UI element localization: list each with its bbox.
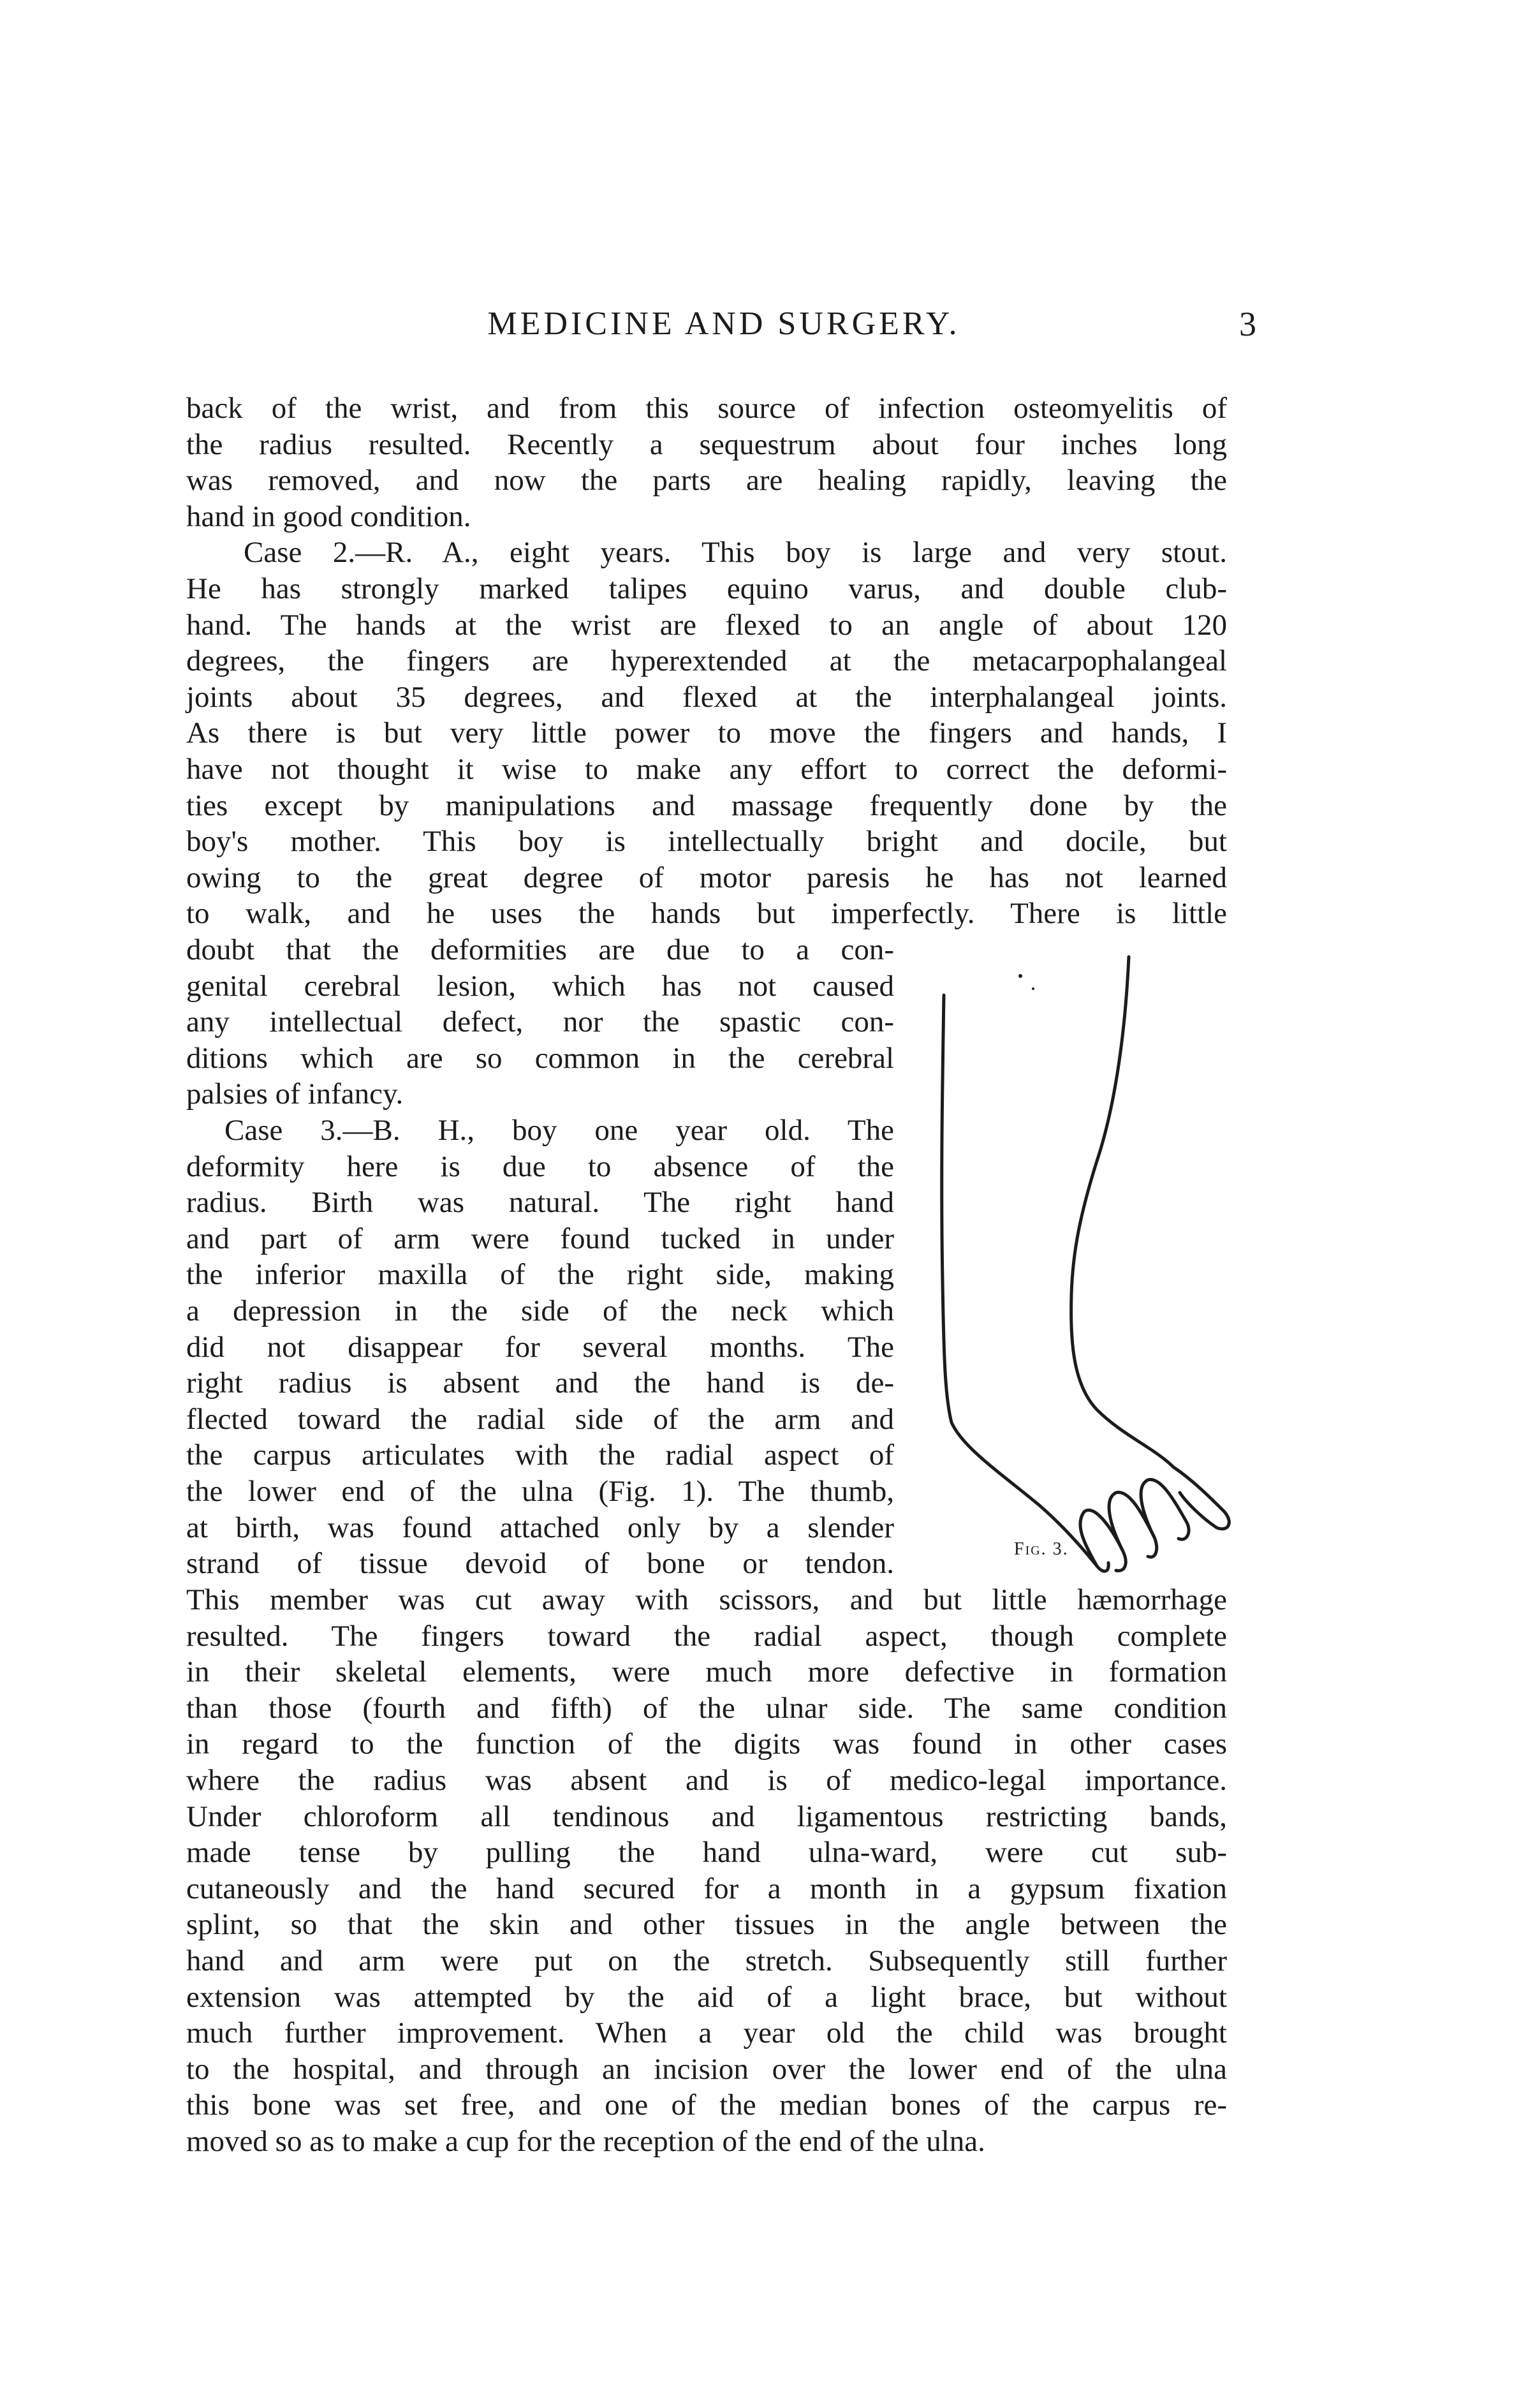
text-line: the carpus articulates with the radial aspect of [186, 1438, 894, 1472]
text-line: degrees, the fingers are hyperextended at the metacarpophalangeal [186, 644, 1227, 678]
text-line: boy's mother. This boy is intellectually bright and docile, but [186, 825, 1227, 859]
text-line: radius. Birth was natural. The right hand [186, 1186, 894, 1220]
speck [1032, 987, 1034, 990]
text-line: was removed, and now the parts are healing rapidly, leaving the [186, 464, 1227, 498]
hand-deformity-figure [906, 950, 1263, 1588]
text-line: right radius is absent and the hand is de- [186, 1366, 894, 1400]
text-line: deformity here is due to absence of the [186, 1149, 894, 1183]
text-line: this bone was set free, and one of the median bones of the carpus re- [186, 2088, 1227, 2122]
text-line: owing to the great degree of motor paresis he has not learned [186, 861, 1227, 894]
text-line: extension was attempted by the aid of a light brace, but without [186, 1980, 1227, 2014]
text-line: the inferior maxilla of the right side, making [186, 1258, 894, 1292]
text-line: cutaneously and the hand secured for a month in a gypsum fixation [186, 1872, 1227, 1905]
text-line: ditions which are so common in the cerebral [186, 1041, 894, 1075]
text-line: and part of arm were found tucked in under [186, 1222, 894, 1255]
text-line: where the radius was absent and is of medico-legal importance. [186, 1763, 1227, 1797]
paragraph-top [186, 390, 1227, 932]
text-line: hand in good condition. [186, 499, 471, 533]
case-3-heading: Case 3.—B. H., boy one year old. The [224, 1113, 894, 1147]
text-line: to the hospital, and through an incision over the lower end of the ulna [186, 2052, 1227, 2086]
text-line: in their skeletal elements, were much more defective in formation [186, 1655, 1227, 1689]
text-line: joints about 35 degrees, and flexed at the interphalangeal joints. [186, 680, 1227, 714]
text-line: back of the wrist, and from this source of infection osteomyelitis of [186, 392, 1227, 425]
paragraph-narrow [186, 932, 894, 1582]
paragraph-bottom [186, 1582, 1227, 2160]
figure-caption: Fig. 3. [1014, 1539, 1069, 1559]
speck [1018, 974, 1022, 978]
text-line: to walk, and he uses the hands but imperfectly. There is little [186, 897, 1227, 931]
text-line: genital cerebral lesion, which has not caused [186, 969, 894, 1003]
text-line: strand of tissue devoid of bone or tendon. [186, 1547, 894, 1581]
finger-3 [1141, 1480, 1189, 1540]
text-line: have not thought it wise to make any effort to correct the deformi- [186, 752, 1227, 786]
case-2-heading: Case 2.—R. A., eight years. This boy is large and very stout. [244, 536, 1227, 570]
text-line: much further improvement. When a year old the child was brought [186, 2016, 1227, 2050]
text-line: in regard to the function of the digits was found in other cases [186, 1727, 1227, 1761]
text-line: ties except by manipulations and massage frequently done by the [186, 788, 1227, 822]
text-line: the lower end of the ulna (Fig. 1). The thumb, [186, 1474, 894, 1508]
text-line: flected toward the radial side of the arm and [186, 1402, 894, 1436]
text-line: made tense by pulling the hand ulna-ward, were cut sub- [186, 1836, 1227, 1870]
forearm-right-outline [1071, 957, 1173, 1467]
text-line: any intellectual defect, nor the spastic con- [186, 1005, 894, 1039]
text-line: the radius resulted. Recently a sequestrum about four inches long [186, 427, 1227, 461]
text-line: This member was cut away with scissors, and but little hæmorrhage [186, 1583, 1227, 1616]
text-line: Under chloroform all tendinous and ligamentous restricting bands, [186, 1799, 1227, 1833]
text-line: palsies of infancy. [186, 1077, 404, 1111]
text-line: resulted. The fingers toward the radial aspect, though complete [186, 1619, 1227, 1653]
page-number: 3 [1239, 305, 1256, 343]
text-line: than those (fourth and fifth) of the ulnar side. The same condition [186, 1691, 1227, 1725]
text-line: doubt that the deformities are due to a con- [186, 933, 894, 966]
forearm-left-outline [942, 995, 1109, 1571]
text-line: hand and arm were put on the stretch. Subsequently still further [186, 1944, 1227, 1977]
text-line: hand. The hands at the wrist are flexed to an angle of about 120 [186, 608, 1227, 642]
text-line: moved so as to make a cup for the reception of the end of the ulna. [186, 2124, 985, 2158]
page-header [191, 299, 1256, 350]
text-line: splint, so that the skin and other tissues in the angle between the [186, 1908, 1227, 1942]
running-title: MEDICINE AND SURGERY. [487, 306, 960, 342]
text-line: at birth, was found attached only by a slender [186, 1511, 894, 1544]
text-line: a depression in the side of the neck which [186, 1294, 894, 1327]
text-line: As there is but very little power to move the fingers and hands, I [186, 716, 1227, 750]
text-line: He has strongly marked talipes equino varus, and double club- [186, 572, 1227, 605]
text-line: did not disappear for several months. The [186, 1330, 894, 1364]
finger-4 [1173, 1467, 1229, 1529]
